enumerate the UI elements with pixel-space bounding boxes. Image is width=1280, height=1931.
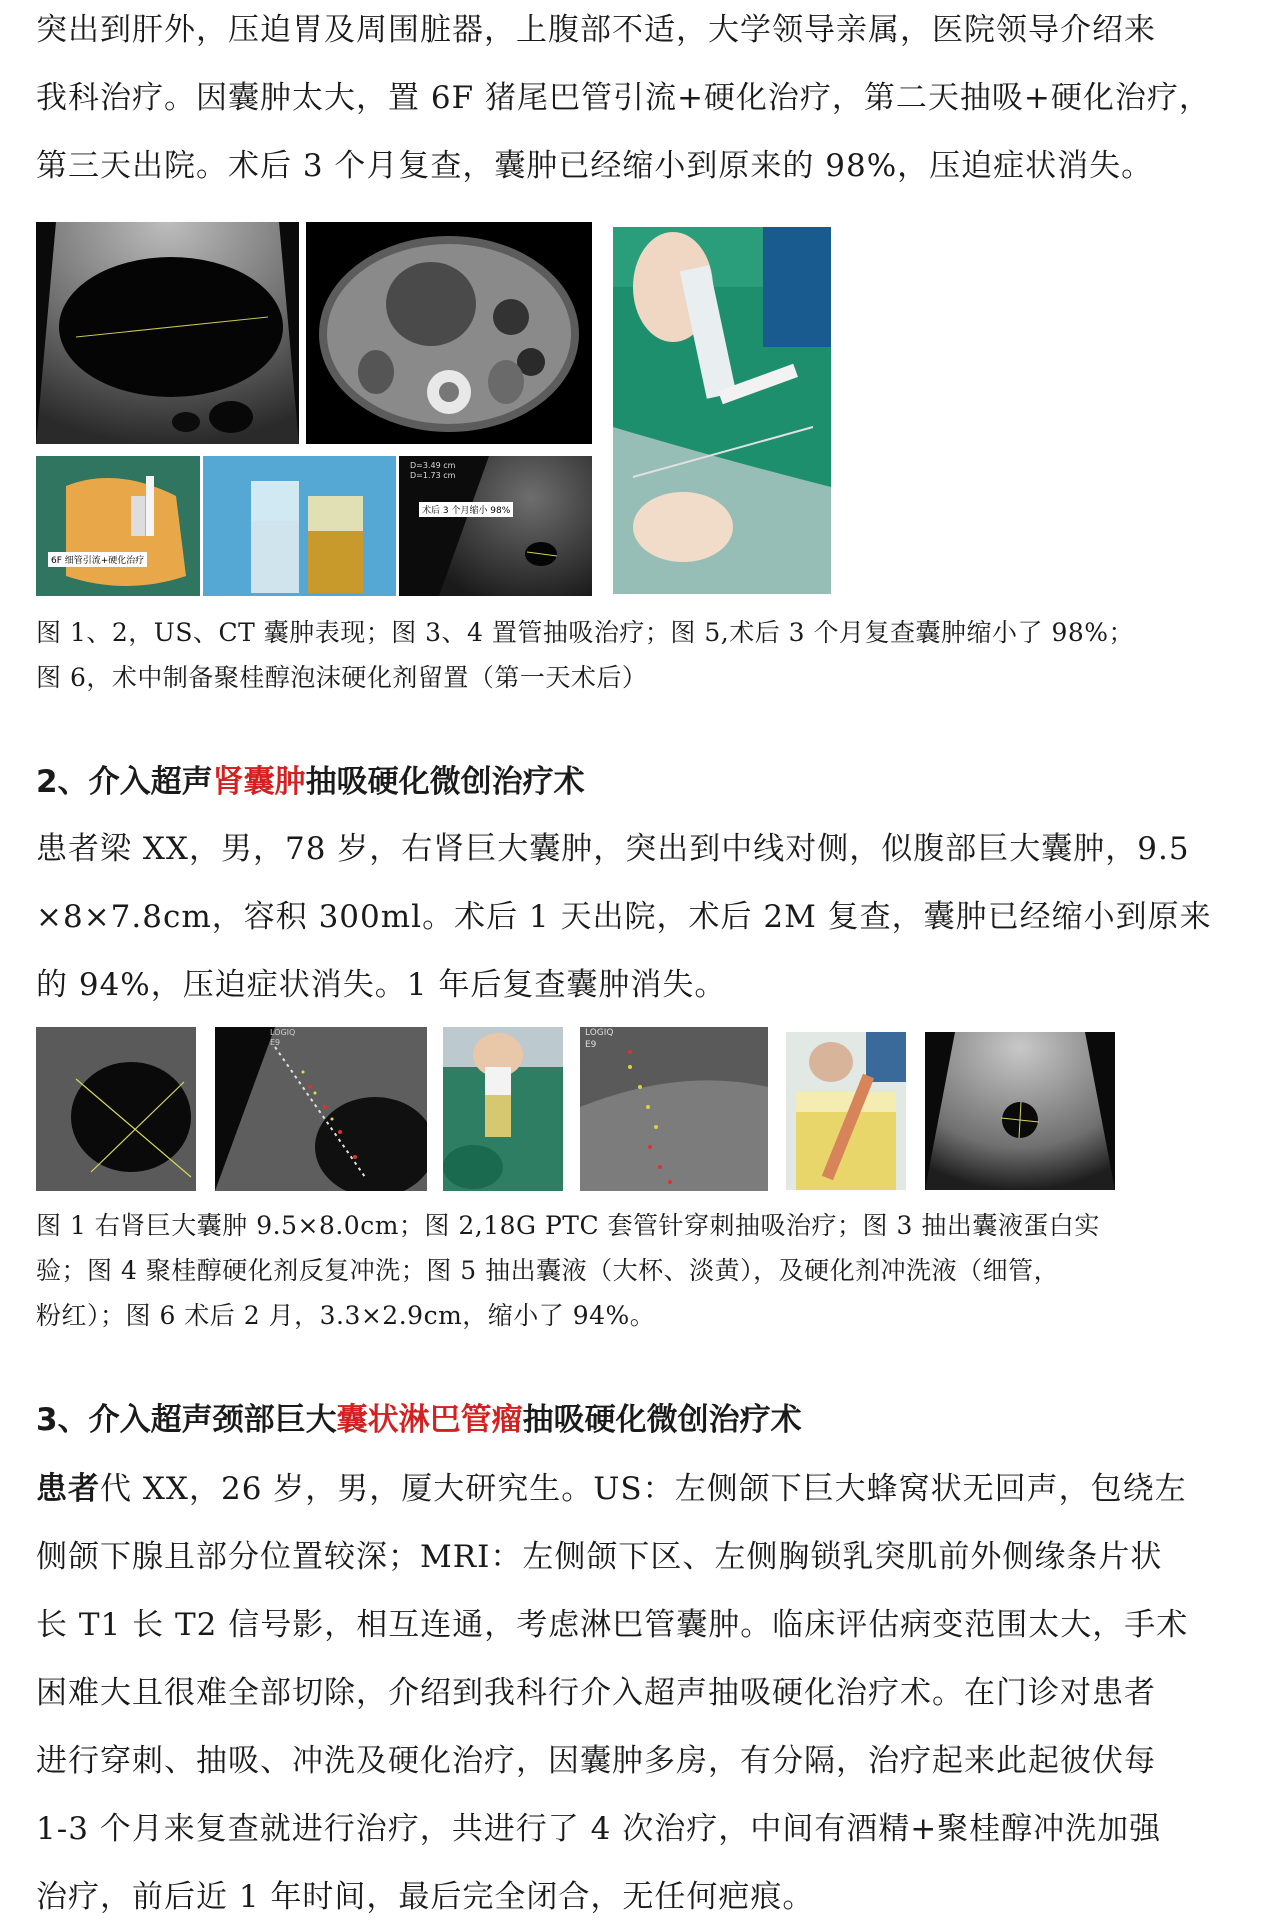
section1-figure-caption — [36, 610, 1248, 700]
photo-sclerosant-procedure — [613, 227, 831, 594]
heading-prefix: 2、介入超声 — [36, 764, 213, 800]
text-line: 1-3 个月来复查就进行治疗，共进行了 4 次治疗，中间有酒精+聚桂醇冲洗加强 — [36, 1811, 1162, 1847]
text-line: 治疗，前后近 1 年时间，最后完全闭合，无任何疤痕。 — [36, 1879, 815, 1915]
caption-line: 图 6，术中制备聚桂醇泡沫硬化剂留置（第一天术后） — [36, 663, 648, 692]
text-line: 侧颌下腺且部分位置较深；MRI：左侧颌下区、左侧胸锁乳突肌前外侧缘条片状 — [36, 1539, 1163, 1575]
measurement-readout: D=1.73 cm — [410, 471, 456, 480]
heading-highlight: 肾囊肿 — [212, 764, 306, 800]
photo-protein-test — [443, 1027, 563, 1191]
text-line: 第三天出院。术后 3 个月复查，囊肿已经缩小到原来的 98%，压迫症状消失。 — [36, 148, 1154, 184]
section1-paragraph — [36, 0, 1248, 200]
ultrasound-image-post-treatment — [925, 1032, 1115, 1190]
section2-paragraph — [36, 815, 1248, 1019]
text-line: 长 T1 长 T2 信号影，相互连通，考虑淋巴管囊肿。临床评估病变范围太大，手术 — [36, 1607, 1189, 1643]
text-line: 的 94%，压迫症状消失。1 年后复查囊肿消失。 — [36, 967, 727, 1003]
heading-highlight: 囊状淋巴管瘤 — [336, 1402, 523, 1438]
scanner-model-label: E9 — [270, 1038, 281, 1047]
heading-prefix: 3、介入超声颈部巨大 — [36, 1402, 337, 1438]
section2-figure-caption — [36, 1203, 1248, 1338]
ultrasound-image-liver-cyst — [36, 222, 299, 444]
section3-heading — [36, 1395, 1248, 1445]
text-line: 我科治疗。因囊肿太大，置 6F 猪尾巴管引流+硬化治疗，第二天抽吸+硬化治疗， — [36, 80, 1211, 116]
section2-heading — [36, 757, 1248, 807]
scanner-brand-label: LOGIQ — [270, 1028, 296, 1037]
text-line: 患者梁 XX，男，78 岁，右肾巨大囊肿，突出到中线对侧，似腹部巨大囊肿，9.5 — [36, 831, 1190, 867]
caption-line: 粉红）；图 6 术后 2 月，3.3×2.9cm，缩小了 94%。 — [36, 1301, 656, 1330]
caption-line: 图 1、2，US、CT 囊肿表现；图 3、4 置管抽吸治疗；图 5,术后 3 个月复查囊肿缩小了 98%； — [36, 618, 1135, 647]
ultrasound-image-kidney-cyst — [36, 1027, 196, 1191]
photo-aspirated-fluid — [203, 456, 396, 596]
followup-label: 术后 3 个月缩小 98% — [419, 502, 513, 517]
measurement-readout: D=3.49 cm — [410, 461, 456, 470]
text-line: 进行穿刺、抽吸、冲洗及硬化治疗，因囊肿多房，有分隔，治疗起来此起彼伏每 — [36, 1743, 1156, 1779]
caption-line: 验；图 4 聚桂醇硬化剂反复冲洗；图 5 抽出囊液（大杯、淡黄），及硬化剂冲洗液（细管， — [36, 1256, 1060, 1285]
patient-label: 患者 — [36, 1471, 100, 1507]
heading-suffix: 抽吸硬化微创治疗术 — [522, 1402, 802, 1438]
photo-aspirated-fluid-cup — [786, 1032, 906, 1190]
photo-drain-tube — [36, 456, 200, 596]
text-line: 突出到肝外，压迫胃及周围脏器，上腹部不适，大学领导亲属，医院领导介绍来 — [36, 12, 1156, 48]
ultrasound-image-sclerosant-flush — [580, 1027, 768, 1191]
scanner-model-label: E9 — [585, 1040, 597, 1050]
drain-label: 6F 细管引流+硬化治疗 — [48, 552, 147, 567]
ultrasound-image-needle-puncture — [215, 1027, 427, 1191]
ct-image-liver-cyst — [306, 222, 592, 444]
text-line: 代 XX，26 岁，男，厦大研究生。US：左侧颌下巨大蜂窝状无回声，包绕左 — [100, 1471, 1187, 1507]
text-line: ×8×7.8cm，容积 300ml。术后 1 天出院，术后 2M 复查，囊肿已经缩小到原来 — [36, 899, 1212, 935]
scanner-brand-label: LOGIQ — [585, 1028, 614, 1038]
heading-suffix: 抽吸硬化微创治疗术 — [305, 764, 585, 800]
caption-line: 图 1 右肾巨大囊肿 9.5×8.0cm；图 2,18G PTC 套管针穿刺抽吸治疗；图 3 抽出囊液蛋白实 — [36, 1211, 1100, 1240]
section3-paragraph — [36, 1455, 1248, 1931]
ultrasound-image-followup — [399, 456, 592, 596]
text-line: 困难大且很难全部切除，介绍到我科行介入超声抽吸硬化治疗术。在门诊对患者 — [36, 1675, 1156, 1711]
